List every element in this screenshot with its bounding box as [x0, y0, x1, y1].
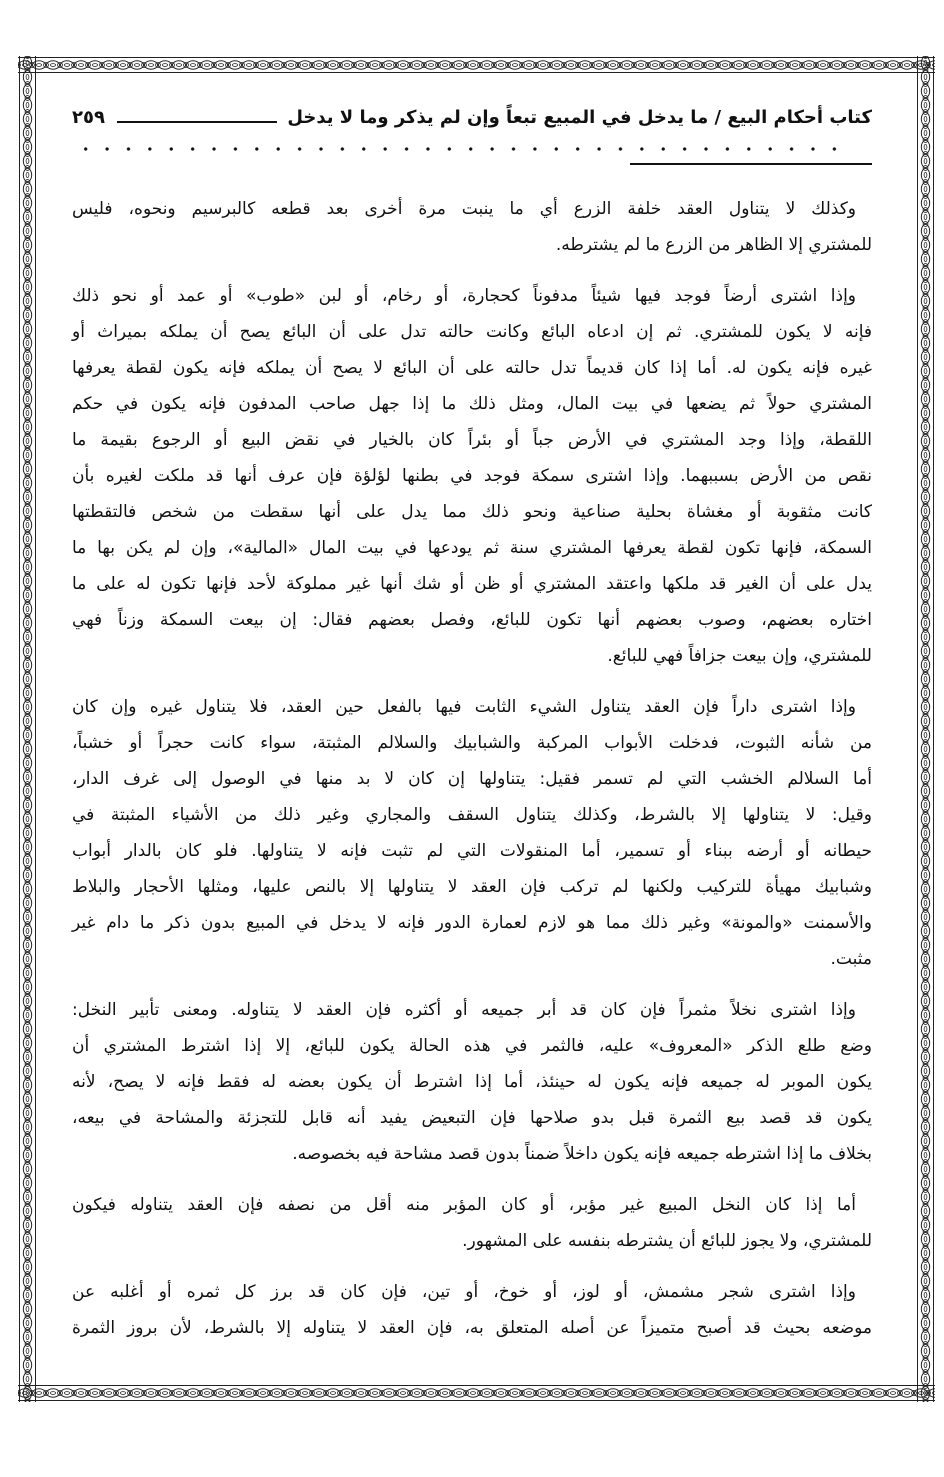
paragraph-1: [72, 191, 872, 263]
border-left: [18, 56, 37, 1402]
page-body: [72, 191, 872, 1361]
text-line: نقص من الأرض بسببهما. وإذا اشترى سمكة فوجد في بطنها لؤلؤة فإن عرف أنها قد ملكت لغيره بأن: [72, 466, 872, 486]
text-line: أما السلالم الخشب التي لم تسمر فقيل: يتناولها إن كان لا بد منها في الوصول إلى غرف الدار،: [72, 769, 872, 789]
border-top: [18, 56, 935, 74]
text-line: وقيل: لا يتناولها إلا بالشرط، وكذلك يتناول السقف والمجاري وغير ذلك من الأشياء المثبتة في: [72, 805, 872, 825]
text-line: فإنه لا يكون للمشتري. ثم إن ادعاه البائع وكانت حالته تدل على أن البائع يصح أن يملكه بميراث أو: [72, 322, 872, 342]
text-line: للمشتري، ولا يجوز للبائع أن يشترطه بنفسه على المشهور.: [462, 1231, 872, 1251]
text-line: من شأنه الثبوت، فدخلت الأبواب المركبة والشبابيك والسلالم المثبتة، سواء كانت حجراً أو خشباً،: [72, 733, 872, 753]
running-header: [72, 103, 872, 133]
paragraph-2: [72, 278, 872, 674]
paragraph-3: [72, 689, 872, 977]
border-bottom: [18, 1384, 935, 1402]
text-line: اختاره بعضهم، وصوب بعضهم أنها تكون للبائع، وفصل بعضهم فقال: إن بيعت السمكة وزناً فهي: [72, 610, 872, 630]
text-line: والأسمنت «والمونة» وغير ذلك مما هو لازم لعمارة الدور فإنه لا يدخل في المبيع بدون ذكر ما دام غير: [72, 913, 872, 933]
text-line: مثبت.: [830, 949, 872, 969]
paragraph-6: [72, 1274, 872, 1346]
text-line: وضع طلع الذكر «المعروف» عليه، فالثمر في هذه الحالة يكون للبائع، إلا إذا اشترط المشتري أن: [72, 1036, 872, 1056]
text-line: وإذا اشترى أرضاً فوجد فيها شيئاً مدفوناً كحجارة، أو رخام، أو لبن «طوب» أو عمد أو نحو ذلك: [72, 286, 856, 306]
text-line: السمكة، فإنها تكون لقطة يعرفها المشتري سنة ثم يودعها في بيت المال «المالية»، وإن لم يكن بها ما: [72, 538, 872, 558]
text-line: وإذا اشترى داراً فإن العقد يتناول الشيء الثابت فيها بالفعل حين العقد، فلا يتناول غيره وإن كان: [72, 697, 856, 717]
text-line: بخلاف ما إذا اشترطه جميعه فإنه يكون داخلاً ضمناً بدون قصد مشاحة فيه بخصوصه.: [292, 1144, 872, 1164]
header-underline: [630, 163, 872, 165]
dotted-separator: [75, 146, 847, 152]
text-line: كانت مثقوبة أو مغشاة بحلية صناعية ونحو ذلك مما يدل على أنها سقطت من شخص فالتقطتها: [72, 502, 872, 522]
text-line: أما إذا كان النخل المبيع غير مؤبر، أو كان المؤبر منه أقل من نصفه فإن العقد يتناوله فيكون: [72, 1195, 856, 1215]
text-line: وإذا اشترى نخلاً مثمراً فإن كان قد أبر جميعه أو أكثره فإن العقد لا يتناوله. ومعنى تأبير النخل:: [72, 1000, 856, 1020]
text-line: المشتري حولاً ثم يضعها في بيت المال، ومثل ذلك ما إذا جهل صاحب المدفون فإنه يكون في حكم: [72, 394, 872, 414]
text-line: يدل على أن الغير قد ملكها واعتقد المشتري أو ظن أو شك أنها غير مملوكة لأحد فإنها تكون له على ما: [72, 574, 872, 594]
text-line: وإذا اشترى شجر مشمش، أو لوز، أو خوخ، أو تين، فإن كان قد برز كل ثمره أو أغلبه عن: [72, 1282, 856, 1302]
text-line: حيطانه أو أرضه ببناء أو تسمير، أما المنقولات التي لم تثبت فإنه لا يتناولها. فلو كان بالدار أبواب: [72, 841, 872, 861]
text-line: للمشتري إلا الظاهر من الزرع ما لم يشترطه.: [555, 235, 872, 255]
text-line: اللقطة، وإذا وجد المشتري في الأرض جباً أو بئراً كان بالخيار في نقض البيع أو الرجوع بقيمة ما: [72, 430, 872, 450]
text-line: للمشتري، وإن بيعت جزافاً فهي للبائع.: [607, 646, 872, 666]
border-right: [916, 56, 935, 1402]
text-line: وشبابيك مهيأة للتركيب ولكنها لم تركب فإن العقد لا يتناولها إلا بالنص عليها، ومثلها الأحجار والبلاط: [72, 877, 872, 897]
text-line: يكون قد قصد بيع الثمرة قبل بدو صلاحها فإن التبعيض يفيد أنه قابل للتجزئة والمشاحة في بيعه،: [72, 1108, 872, 1128]
text-line: وكذلك لا يتناول العقد خلفة الزرع أي ما ينبت مرة أخرى بعد قطعه كالبرسيم ونحوه، فليس: [72, 199, 856, 219]
text-line: غيره فإنه يكون له. أما إذا كان قديماً تدل حالته على أن البائع لا يصح أن يملكه فإنه يكون لقطة يعرفها: [72, 358, 872, 378]
header-rule: [117, 121, 277, 123]
chapter-title: كتاب أحكام البيع / ما يدخل في المبيع تبعاً وإن لم يذكر وما لا يدخل: [287, 107, 872, 128]
paragraph-4: [72, 992, 872, 1172]
text-line: يكون الموبر له جميعه فإنه يكون له حينئذ، أما إذا اشترط أن يكون بعضه له فقط فإنه لا يصح، لأنه: [72, 1072, 872, 1092]
paragraph-5: [72, 1187, 872, 1259]
page-number: ٢٥٩: [72, 107, 105, 128]
text-line: موضعه بحيث قد أصبح متميزاً عن أصله المتعلق به، فإن العقد لا يتناوله إلا بالشرط، لأن بروز الثمرة: [72, 1318, 872, 1338]
